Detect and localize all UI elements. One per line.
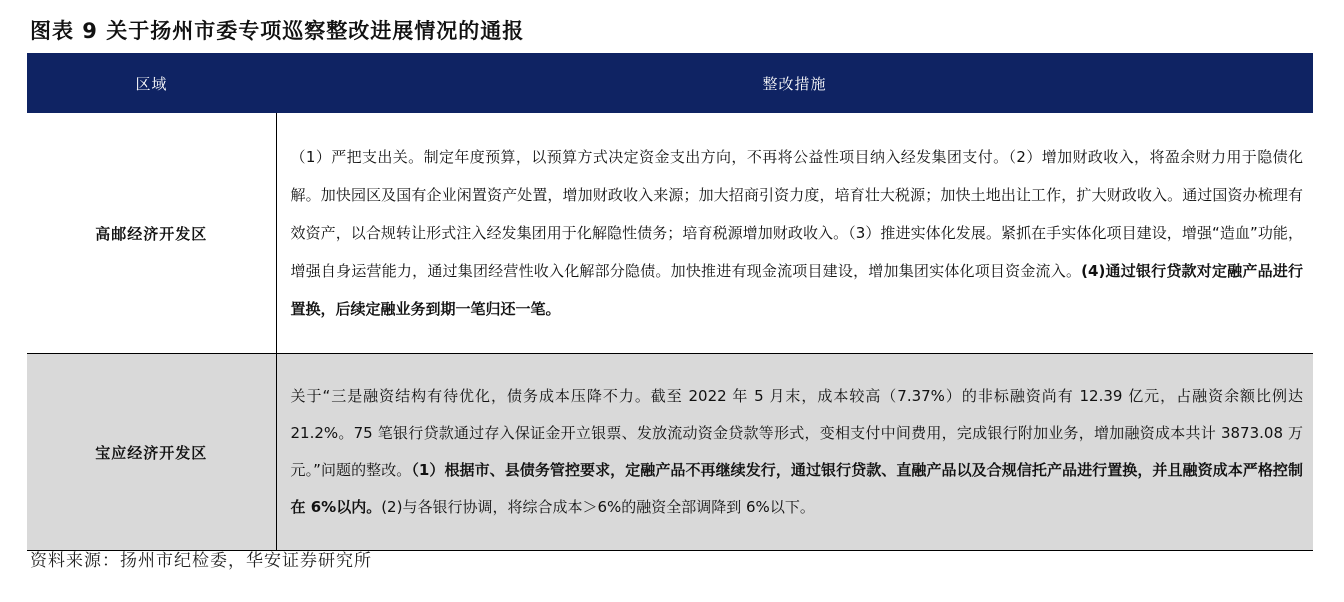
source-note: 资料来源：扬州市纪检委，华安证券研究所 xyxy=(30,551,372,571)
region-cell: 宝应经济开发区 xyxy=(27,354,276,551)
region-cell: 高邮经济开发区 xyxy=(27,113,276,354)
header-measures: 整改措施 xyxy=(276,53,1313,113)
measure-text: （1）严把支出关。制定年度预算，以预算方式决定资金支出方向，不再将公益性项目纳入经发集团支付。（2）增加财政收入，将盈余财力用于隐债化解。加快园区及国有企业闲置资产处置，增加财政收入来源；加大招商引资力度，培育壮大税源；加快土地出让工作，扩大财政收入。通过国资办梳理有效资产，以合规转让形式注入经发集团用于化解隐性债务；培育税源增加财政收入。（3）推进实体化发展。紧抓在手实体化项目建设，增强“造血”功能，增强自身运营能力，通过集团经营性收入化解部分隐债。加快推进有现金流项目建设，增加集团实体化项目资金流入。 xyxy=(290,148,1303,280)
measures-cell xyxy=(276,354,1313,551)
table-row xyxy=(27,354,1313,551)
measure-text-bold: (4)通过银行贷款对定融产品进行置换，后续定融业务到期一笔归还一笔。 xyxy=(290,262,1303,318)
measure-text: 关于“三是融资结构有待优化，债务成本压降不力。截至 2022 年 5 月末，成本较高（7.37%）的非标融资尚有 12.39 亿元，占融资余额比例达 21.2%。75 笔银行贷款通过存入保证金开立银票、发放流动资金贷款等形式，变相支付中间费用，完成银行附加业务，增加融资成本共计 3873.08 万元。”问题的整改。 xyxy=(290,387,1303,479)
measure-text: (2)与各银行协调，将综合成本＞6%的融资全部调降到 6%以下。 xyxy=(381,498,815,516)
measure-text-bold: （1）根据市、县债务管控要求，定融产品不再继续发行，通过银行贷款、直融产品以及合规信托产品进行置换，并且融资成本严格控制在 6%以内。 xyxy=(290,461,1303,516)
table-row xyxy=(27,113,1313,354)
measures-cell xyxy=(276,113,1313,354)
figure-title: 图表 9 关于扬州市委专项巡察整改进展情况的通报 xyxy=(30,19,525,43)
table-header-row xyxy=(27,53,1313,113)
header-region: 区域 xyxy=(27,53,276,113)
rectification-table xyxy=(27,53,1313,551)
